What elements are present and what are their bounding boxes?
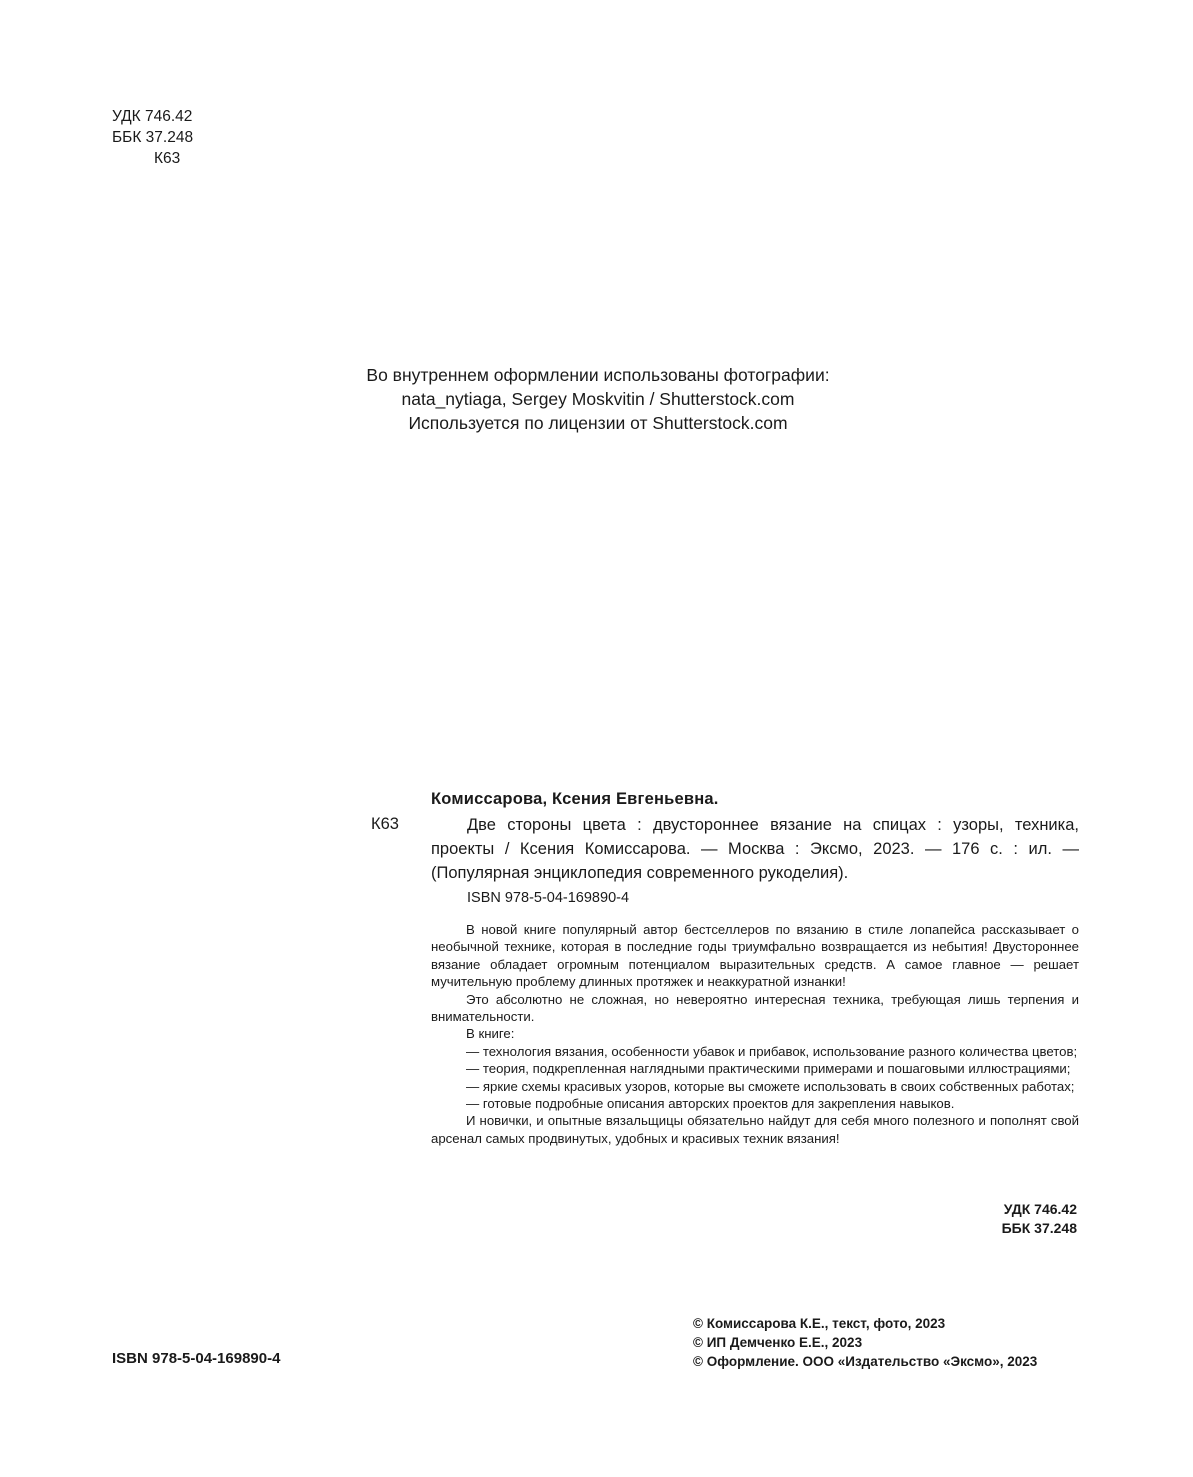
udk-code: УДК 746.42 [1003, 1201, 1077, 1217]
annotation-list-item: — теория, подкрепленная наглядными практическими примерами и пошаговыми иллюстрациями; [466, 1061, 1071, 1077]
annotation-list-item: — готовые подробные описания авторских проектов для закрепления навыков. [466, 1096, 955, 1112]
classification-codes-top [112, 106, 193, 169]
annotation-list-item: — технология вязания, особенности убавок и прибавок, использование разного количества цветов; [466, 1043, 1078, 1059]
credits-line: nata_nytiaga, Sergey Moskvitin / Shutterstock.com [401, 389, 795, 409]
udk-code: УДК 746.42 [112, 108, 193, 125]
classification-codes-bottom [880, 1200, 1077, 1238]
author-mark-bib: К63 [371, 815, 399, 833]
annotation [431, 921, 1079, 1147]
credits-line: Во внутреннем оформлении использованы фотографии: [366, 365, 830, 385]
copyright-line: © Комиссарова К.Е., текст, фото, 2023 [693, 1316, 946, 1331]
isbn-footer: ISBN 978-5-04-169890-4 [112, 1350, 281, 1367]
annotation-paragraph: Это абсолютно не сложная, но невероятно интересная техника, требующая лишь терпения и внимательности. [431, 991, 1079, 1025]
annotation-paragraph: В книге: [466, 1026, 515, 1042]
bbk-code: ББК 37.248 [112, 129, 194, 146]
copyright-notices [693, 1314, 1037, 1371]
bbk-code: ББК 37.248 [1001, 1220, 1077, 1236]
bibliographic-description: Две стороны цвета : двустороннее вязание на спицах : узоры, техника, проекты / Ксения Комиссарова. — Москва : Эксмо, 2023. — 176 с. : ил. — (Популярная энциклопедия современного рукоделия). [431, 816, 1079, 882]
author-mark: К63 [154, 150, 181, 167]
author-name: Комиссарова, Ксения Евгеньевна. [431, 790, 719, 808]
credits-line: Используется по лицензии от Shutterstock.com [408, 413, 788, 433]
annotation-paragraph: И новички, и опытные вязальщицы обязательно найдут для себя много полезного и пополнят свой арсенал самых продвинутых, удобных и красивых техник вязания! [431, 1113, 1079, 1146]
copyright-line: © ИП Демченко Е.Е., 2023 [693, 1335, 863, 1350]
isbn-record: ISBN 978-5-04-169890-4 [467, 890, 630, 906]
copyright-line: © Оформление. ООО «Издательство «Эксмо», 2023 [693, 1354, 1038, 1369]
annotation-list-item: — яркие схемы красивых узоров, которые вы сможете использовать в своих собственных работах; [466, 1078, 1075, 1094]
annotation-paragraph: В новой книге популярный автор бестселлеров по вязанию в стиле лопапейса рассказывает о необычной технике, которая в последние годы триумфально возвращается из небытия! Двустороннее вязание обладает огромным потенциалом выразительных средств. А самое главное — решает мучительную проблему длинных протяжек и неаккуратной изнанки! [431, 922, 1079, 990]
photo-credits [300, 363, 896, 435]
